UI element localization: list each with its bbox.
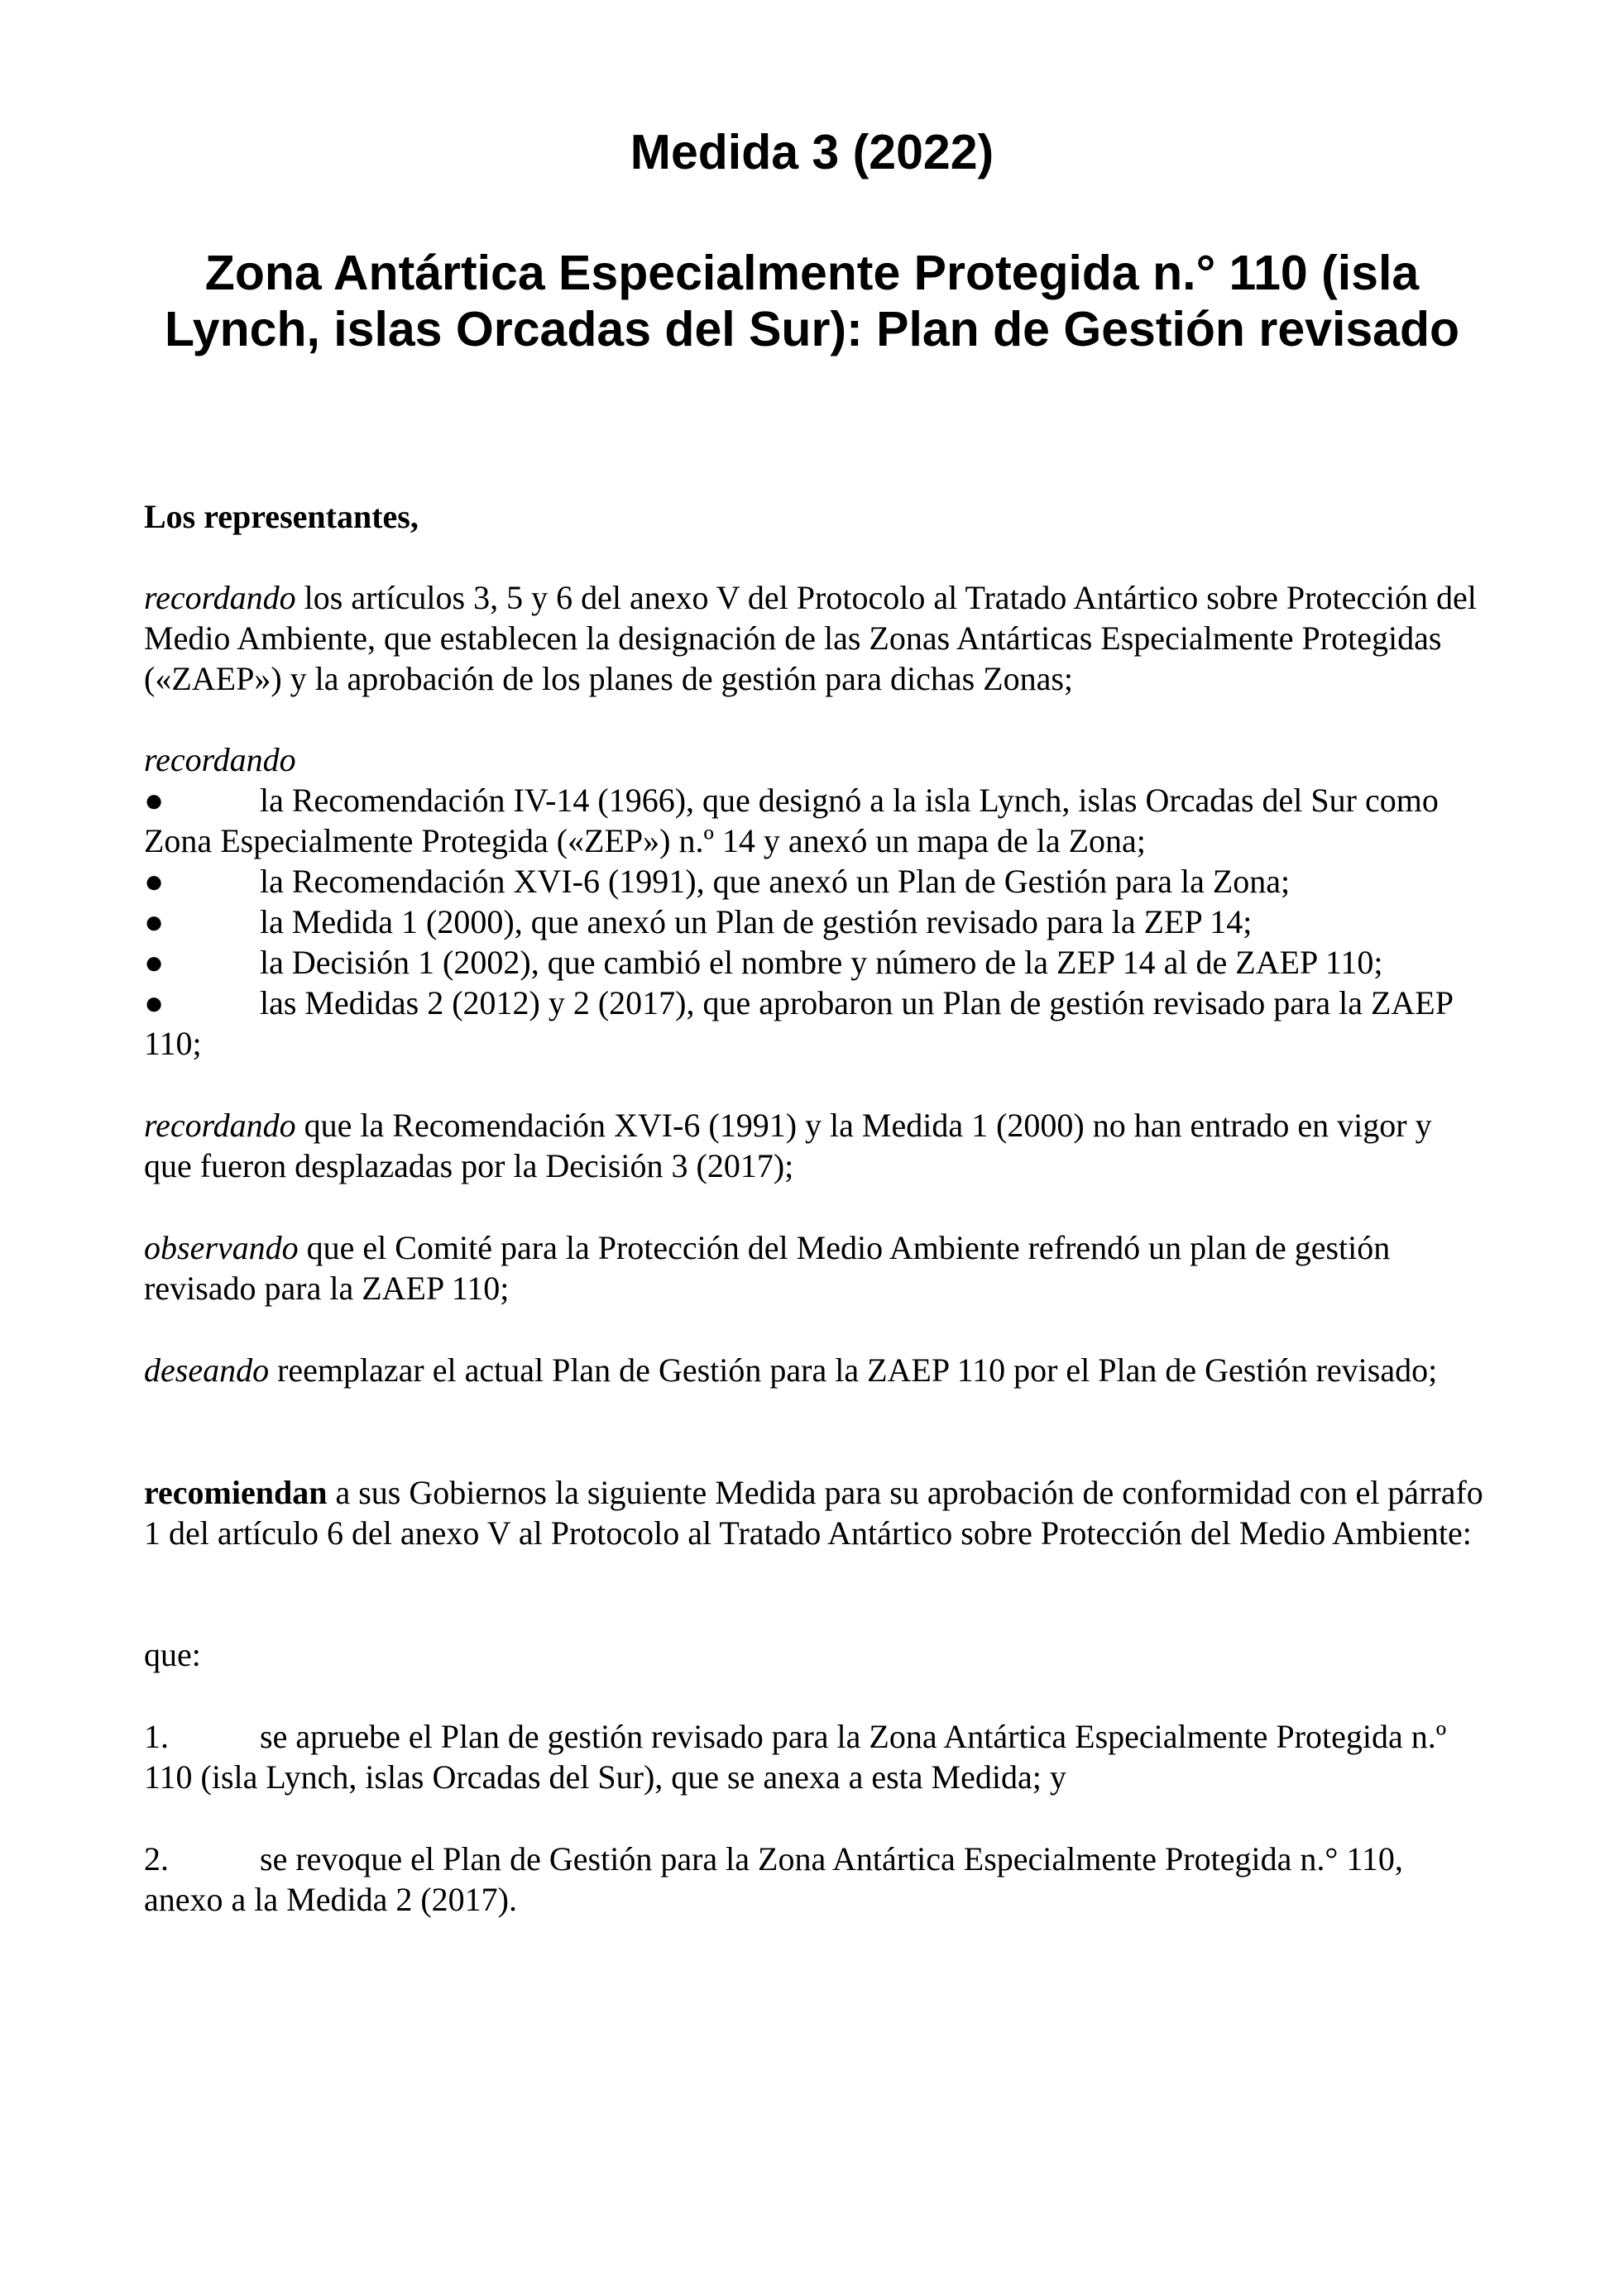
paragraph-verb: recordando: [144, 1107, 296, 1144]
paragraph-recordando-1: [144, 577, 1484, 699]
paragraph-text: los artículos 3, 5 y 6 del anexo V del Protocolo al Tratado Antártico sobre Protección del Medio Ambiente, que establecen la designación de las Zonas Antárticas Especialmente Protegidas («ZAEP») y la aprobación de los planes de gestión para dichas Zonas;: [144, 579, 1477, 697]
paragraph-verb: observando: [144, 1229, 299, 1266]
preamble-lead: Los representantes,: [144, 498, 419, 535]
paragraph-verb: recordando: [144, 579, 296, 616]
operative-intro: que:: [144, 1636, 201, 1673]
bullet-icon: ●: [144, 903, 165, 940]
list-item-text: las Medidas 2 (2012) y 2 (2017), que aprobaron un Plan de gestión revisado para la ZAEP 110;: [144, 984, 1453, 1062]
operative-item-2: [144, 1839, 1484, 1920]
paragraph-verb: recordando: [144, 741, 296, 778]
paragraph-recomiendan: [144, 1472, 1484, 1553]
paragraph-text: reemplazar el actual Plan de Gestión para la ZAEP 110 por el Plan de Gestión revisado;: [269, 1351, 1438, 1389]
list-item: [144, 861, 1484, 902]
operative-item-1: [144, 1716, 1484, 1797]
list-item-text: la Medida 1 (2000), que anexó un Plan de gestión revisado para la ZEP 14;: [260, 903, 1253, 940]
list-item: [144, 983, 1484, 1064]
item-number: 2.: [144, 1840, 169, 1877]
paragraph-verb: recomiendan: [144, 1474, 328, 1511]
bullet-icon: ●: [144, 984, 165, 1021]
list-item: [144, 942, 1484, 983]
paragraph-text: que el Comité para la Protección del Medio Ambiente refrendó un plan de gestión revisado para la ZAEP 110;: [144, 1229, 1391, 1307]
item-text: se revoque el Plan de Gestión para la Zona Antártica Especialmente Protegida n.° 110, anexo a la Medida 2 (2017).: [144, 1840, 1403, 1918]
bullet-icon: ●: [144, 863, 165, 900]
bullet-icon: ●: [144, 782, 165, 819]
bullet-icon: ●: [144, 944, 165, 981]
document-title-line-1: Zona Antártica Especialmente Protegida n.° 110 (isla: [204, 246, 1420, 300]
measure-title: Medida 3 (2022): [630, 125, 994, 179]
paragraph-verb: deseando: [144, 1351, 270, 1389]
paragraph-deseando: [144, 1350, 1484, 1390]
item-text: se apruebe el Plan de gestión revisado para la Zona Antártica Especialmente Protegida n.º 110 (isla Lynch, islas Orcadas del Sur), que se anexa a esta Medida; y: [144, 1718, 1447, 1796]
list-item-text: la Recomendación XVI-6 (1991), que anexó un Plan de Gestión para la Zona;: [260, 863, 1291, 900]
list-item: [144, 780, 1484, 861]
paragraph-recordando-2: [144, 739, 1484, 1064]
list-item-text: la Decisión 1 (2002), que cambió el nombre y número de la ZEP 14 al de ZAEP 110;: [260, 944, 1383, 981]
document-title-line-2: Lynch, islas Orcadas del Sur): Plan de Gestión revisado: [164, 302, 1460, 356]
paragraph-recordando-3: [144, 1105, 1484, 1186]
paragraph-text: a sus Gobiernos la siguiente Medida para su aprobación de conformidad con el párrafo 1 del artículo 6 del anexo V al Protocolo al Tratado Antártico sobre Protección del Medio Ambiente:: [144, 1474, 1483, 1552]
list-item: [144, 902, 1484, 942]
paragraph-observando: [144, 1227, 1484, 1308]
item-number: 1.: [144, 1718, 169, 1755]
paragraph-text: que la Recomendación XVI-6 (1991) y la Medida 1 (2000) no han entrado en vigor y que fueron desplazadas por la Decisión 3 (2017);: [144, 1107, 1432, 1184]
list-item-text: la Recomendación IV-14 (1966), que designó a la isla Lynch, islas Orcadas del Sur como Zona Especialmente Protegida («ZEP») n.º 14 y anexó un mapa de la Zona;: [144, 782, 1439, 859]
